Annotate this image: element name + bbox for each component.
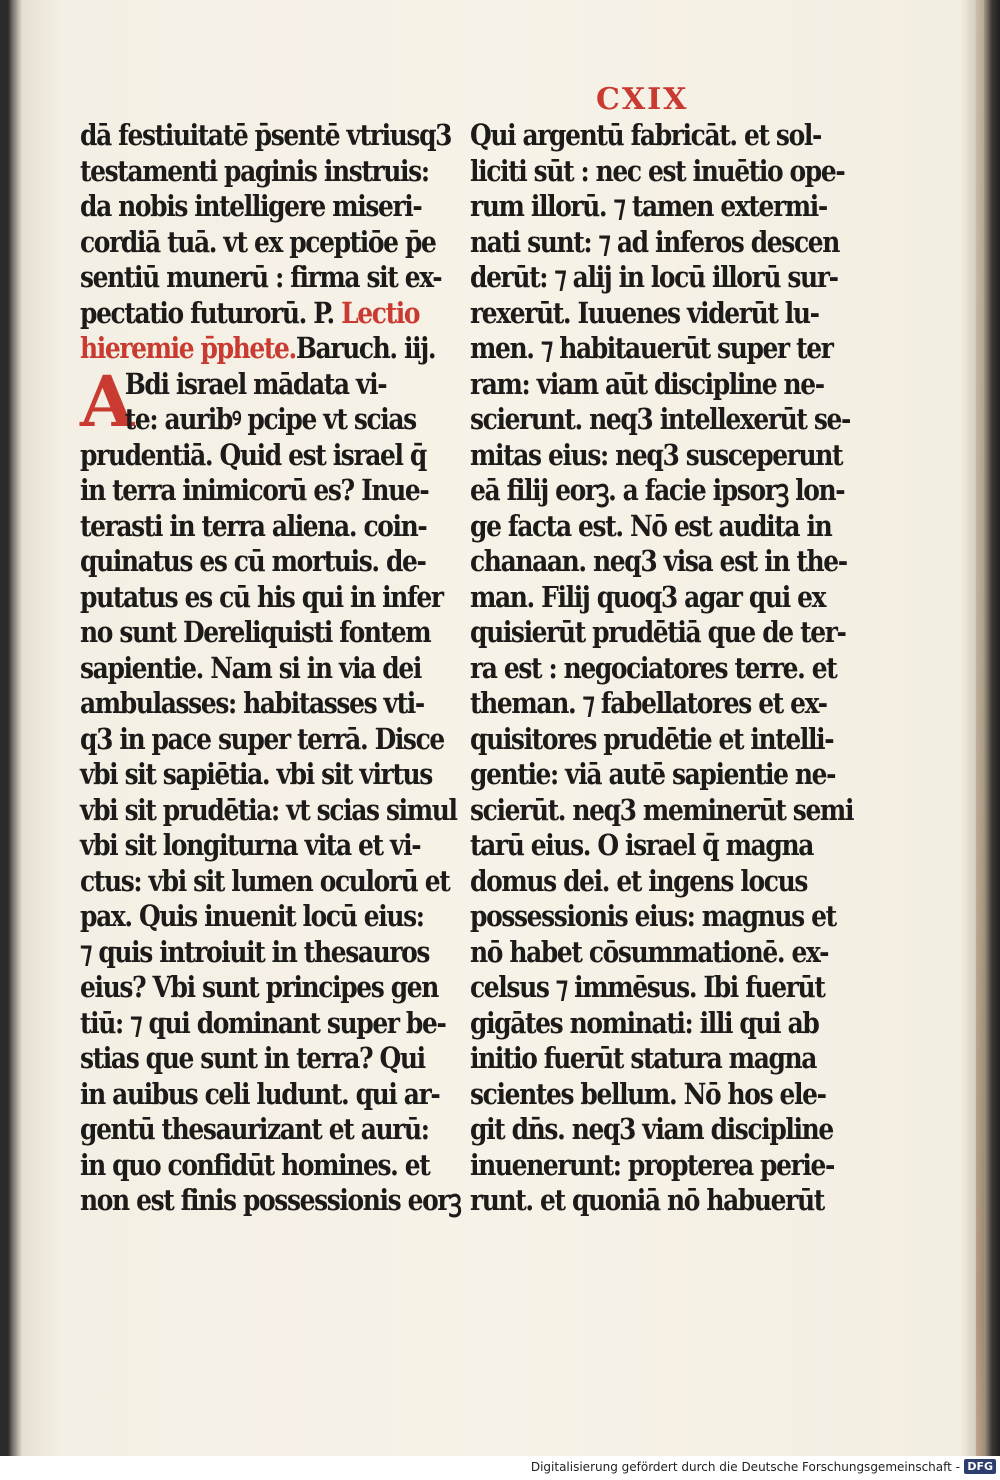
text-line: eius? Vbi sunt principes gen — [80, 970, 439, 1004]
text-line: in quo confidūt homines. et — [80, 1147, 430, 1182]
text-line: rexerūt. Iuuenes viderūt lu- — [470, 295, 819, 330]
text-line: ra est : negociatores terre. et — [470, 650, 837, 685]
text-line: ctus: vbi sit lumen oculorū et — [80, 863, 450, 898]
text-line: gentū thesaurizant et aurū: — [80, 1112, 429, 1146]
text-line: vbi sit longiturna vita et vi- — [80, 828, 421, 862]
text-line: no sunt Dereliquisti fontem — [80, 615, 431, 649]
dfg-logo-icon: DFG — [964, 1459, 996, 1474]
heading-line — [80, 295, 420, 332]
text-line: in terra inimicorū es? Inue- — [80, 473, 429, 507]
text-line: ambulasses: habitasses vti- — [80, 686, 424, 720]
text-line: vbi sit prudētia: vt scias simul — [80, 792, 457, 827]
text-line: celsus ⁊ immēsus. Ibi fuerūt — [470, 970, 825, 1004]
folio-number: CXIX — [596, 82, 689, 117]
text-line: te: auribꝰ pcipe vt scias — [124, 402, 416, 436]
digitization-footer — [0, 1456, 1000, 1480]
text-line: prudentiā. Quid est israel q̄ — [80, 437, 426, 472]
text-line: eā filij eorꝫ. a facie ipsorꝫ lon- — [470, 473, 845, 507]
text-line: man. Filij quoq3 agar qui ex — [470, 579, 826, 614]
text-line: possessionis eius: magnus et — [470, 899, 836, 933]
text-line: ram: viam aūt discipline ne- — [470, 366, 824, 401]
text-line: ge facta est. Nō est audita in — [470, 508, 832, 543]
text-line: sentiū munerū : firma sit ex- — [80, 260, 442, 294]
rubric-hieremie: hieremie p̄phete. — [80, 331, 296, 365]
text-line: ⁊ quis introiuit in thesauros — [80, 934, 430, 969]
text-line: scierūt. neq3 meminerūt semi — [470, 792, 854, 827]
heading-prefix: pectatio futurorū. P. — [80, 295, 334, 330]
text-line: scientes bellum. Nō hos ele- — [470, 1076, 826, 1111]
text-line: pax. Quis inuenit locū eius: — [80, 899, 424, 933]
text-line: rum illorū. ⁊ tamen extermi- — [470, 189, 827, 223]
text-line: non est finis possessionis eorꝫ — [80, 1183, 461, 1217]
right-text-column — [470, 118, 854, 1219]
text-line: da nobis intelligere miseri- — [80, 189, 422, 223]
text-line: q3 in pace super terrā. Disce — [80, 721, 444, 756]
text-line: runt. et quoniā nō habuerūt — [470, 1183, 824, 1217]
text-line: initio fuerūt statura magna — [470, 1041, 817, 1075]
rubric-lectio: Lectio — [341, 295, 420, 330]
heading-line-2 — [80, 331, 436, 367]
text-line: quisitores prudētie et intelli- — [470, 721, 834, 756]
text-line: gentie: viā autē sapientie ne- — [470, 757, 836, 791]
text-line: nō habet cōsummationē. ex- — [470, 934, 829, 969]
drop-initial: A — [80, 359, 133, 443]
text-line: testamenti paginis instruis: — [80, 153, 429, 188]
text-line: stias que sunt in terra? Qui — [80, 1041, 425, 1075]
text-line: Qui argentū fabricāt. et sol- — [470, 118, 821, 152]
drop-cap-paragraph — [80, 359, 435, 443]
text-line: gigātes nominati: illi qui ab — [470, 1005, 819, 1040]
text-line: mitas eius: neq3 susceperunt — [470, 437, 843, 472]
text-line: vbi sit sapiētia. vbi sit virtus — [80, 757, 432, 791]
text-line: liciti sūt : nec est inuētio ope- — [470, 153, 845, 188]
text-line: tiū: ⁊ qui dominant super be- — [80, 1005, 446, 1040]
text-line: Bdi israel mādata vi- — [124, 366, 387, 401]
text-line: quinatus es cū mortuis. de- — [80, 544, 426, 578]
text-line: inuenerunt: propterea perie- — [470, 1147, 834, 1182]
text-line: git dn̄s. neq3 viam discipline — [470, 1112, 833, 1146]
heading-baruch: Baruch. iij. — [295, 331, 436, 365]
text-line: nati sunt: ⁊ ad inferos descen — [470, 224, 840, 259]
left-text-column — [80, 118, 461, 1219]
text-line: theman. ⁊ fabellatores et ex- — [470, 686, 827, 720]
text-line: in auibus celi ludunt. qui ar- — [80, 1076, 440, 1111]
text-line: cordiā tuā. vt ex pceptiōe p̄e — [80, 224, 436, 259]
text-line: men. ⁊ habitauerūt super ter — [470, 331, 833, 365]
text-line: quisierūt prudētiā que de ter- — [470, 615, 846, 649]
text-line: terasti in terra aliena. coin- — [80, 508, 427, 543]
page-edge — [976, 0, 984, 1456]
text-line: putatus es cū his qui in infer — [80, 579, 443, 614]
text-line: dā festiuitatē p̄sentē vtriusq3 — [80, 118, 452, 152]
text-line: domus dei. et ingens locus — [470, 863, 807, 898]
text-line: sapientie. Nam si in via dei — [80, 650, 421, 685]
text-line: tarū eius. O israel q̄ magna — [470, 828, 814, 862]
text-line: derūt: ⁊ alij in locū illorū sur- — [470, 260, 838, 294]
text-line: scierunt. neq3 intellexerūt se- — [470, 402, 850, 436]
funding-credit: Digitalisierung gefördert durch die Deutsche Forschungsgemeinschaft - — [530, 1460, 960, 1474]
text-line: chanaan. neq3 visa est in the- — [470, 544, 847, 578]
